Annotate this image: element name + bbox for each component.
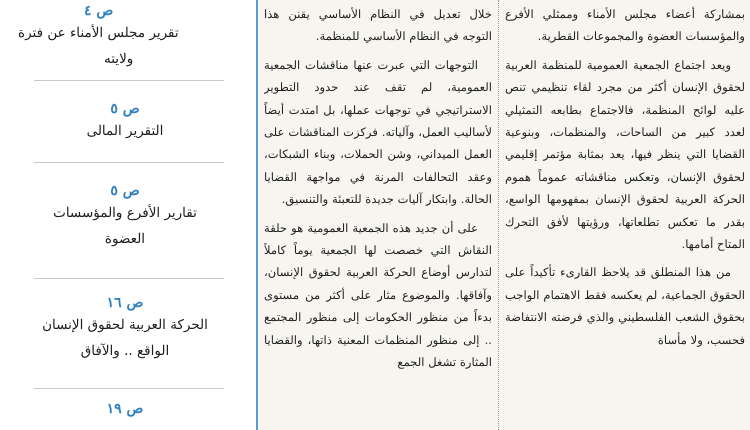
toc-separator xyxy=(34,388,224,389)
article-paragraph: التوجهات التي عبرت عنها مناقشات الجمعية العمومية، لم تقف عند حدود التطوير الاستراتيجي في توجهات عملها، بل امتدت أيضاً لأساليب العمل، وآلياته. فركزت المناقشات على العمل الميداني، وشن الحملات، وبناء الشبكات، وعقد التحالفات المرنة في مواجهة القضايا الحالة. وابتكار آليات جديدة للتعبئة والتنسيق. xyxy=(264,57,492,207)
toc-title-line: تقرير مجلس الأمناء عن فترة xyxy=(18,25,179,41)
toc-title-line: تقارير الأفرع والمؤسسات xyxy=(53,205,197,221)
article-column-right xyxy=(505,0,745,430)
toc-title-line: ولايته xyxy=(104,51,134,67)
toc-separator xyxy=(34,278,224,279)
toc-separator xyxy=(34,162,224,163)
toc-page-number: ص ٥ xyxy=(110,183,140,199)
column-divider xyxy=(498,0,499,430)
toc-title-line: التقرير المالى xyxy=(86,123,164,139)
article-paragraph: ويعد اجتماع الجمعية العمومية للمنظمة العربية لحقوق الإنسان أكثر من مجرد لقاء تنظيمي تنص عليه لوائح المنظمة، فالاجتماع بطابعه التمثيلي لعدد كبير من الساحات، والمنظمات، وبنوعية القضايا التي ينظر فيها، يعد بمثابة مؤتمر إقليمي لحقوق الإنسان، وتعكس مناقشاته عموماً هموم الحركة العربية لحقوق الإنسان بمفهومها الواسع، بقدر ما تعكس تطلعاتها، ورؤيتها لأفق التحرك المتاح أمامها. xyxy=(505,57,745,252)
toc-item[interactable] xyxy=(0,100,250,144)
toc-page-number: ص ٤ xyxy=(84,3,114,19)
article-paragraph: بمشاركة أعضاء مجلس الأمناء وممثلي الأفرع والمؤسسات العضوة والمجموعات القطرية. xyxy=(505,7,745,44)
article-paragraph: على أن جديد هذه الجمعية العمومية هو حلقة النقاش التي خصصت لها الجمعية يوماً كاملاً لتدارس أوضاع الحركة العربية لحقوق الإنسان، وآفاقها. والموضوع مثار على أكثر من مستوى بدءاً من منظور الحكومات إلى منظور المجتمع .. إلى منظور المنظمات المعنية ذاتها، والقضايا المثارة تشغل الجمع xyxy=(264,220,492,370)
toc-separator xyxy=(34,80,224,81)
article-column-middle xyxy=(264,0,492,430)
article-paragraph: من هذا المنطلق قد يلاحظ القارىء تأكيداً على الحقوق الجماعية، لم يعكسه فقط الاهتمام الواجب بحقوق الشعب الفلسطيني والذي فرضته الانتفاضة فحسب، ولا مأساة xyxy=(505,265,745,347)
table-of-contents xyxy=(0,0,258,430)
toc-page-number: ص ١٩ xyxy=(106,401,144,417)
toc-title-line: الحركة العربية لحقوق الإنسان xyxy=(42,317,208,333)
toc-item[interactable] xyxy=(0,294,250,364)
toc-title-line: الواقع .. والآفاق xyxy=(80,343,170,359)
toc-page-number: ص ١٦ xyxy=(106,295,144,311)
toc-item[interactable] xyxy=(0,2,250,72)
toc-item[interactable] xyxy=(0,182,250,252)
toc-item[interactable] xyxy=(0,400,250,418)
article-paragraph: خلال تعديل في النظام الأساسي يقنن هذا التوجه في النظام الأساسي للمنظمة. xyxy=(264,7,492,44)
toc-page-number: ص ٥ xyxy=(110,101,140,117)
toc-title-line: العضوة xyxy=(104,231,146,247)
